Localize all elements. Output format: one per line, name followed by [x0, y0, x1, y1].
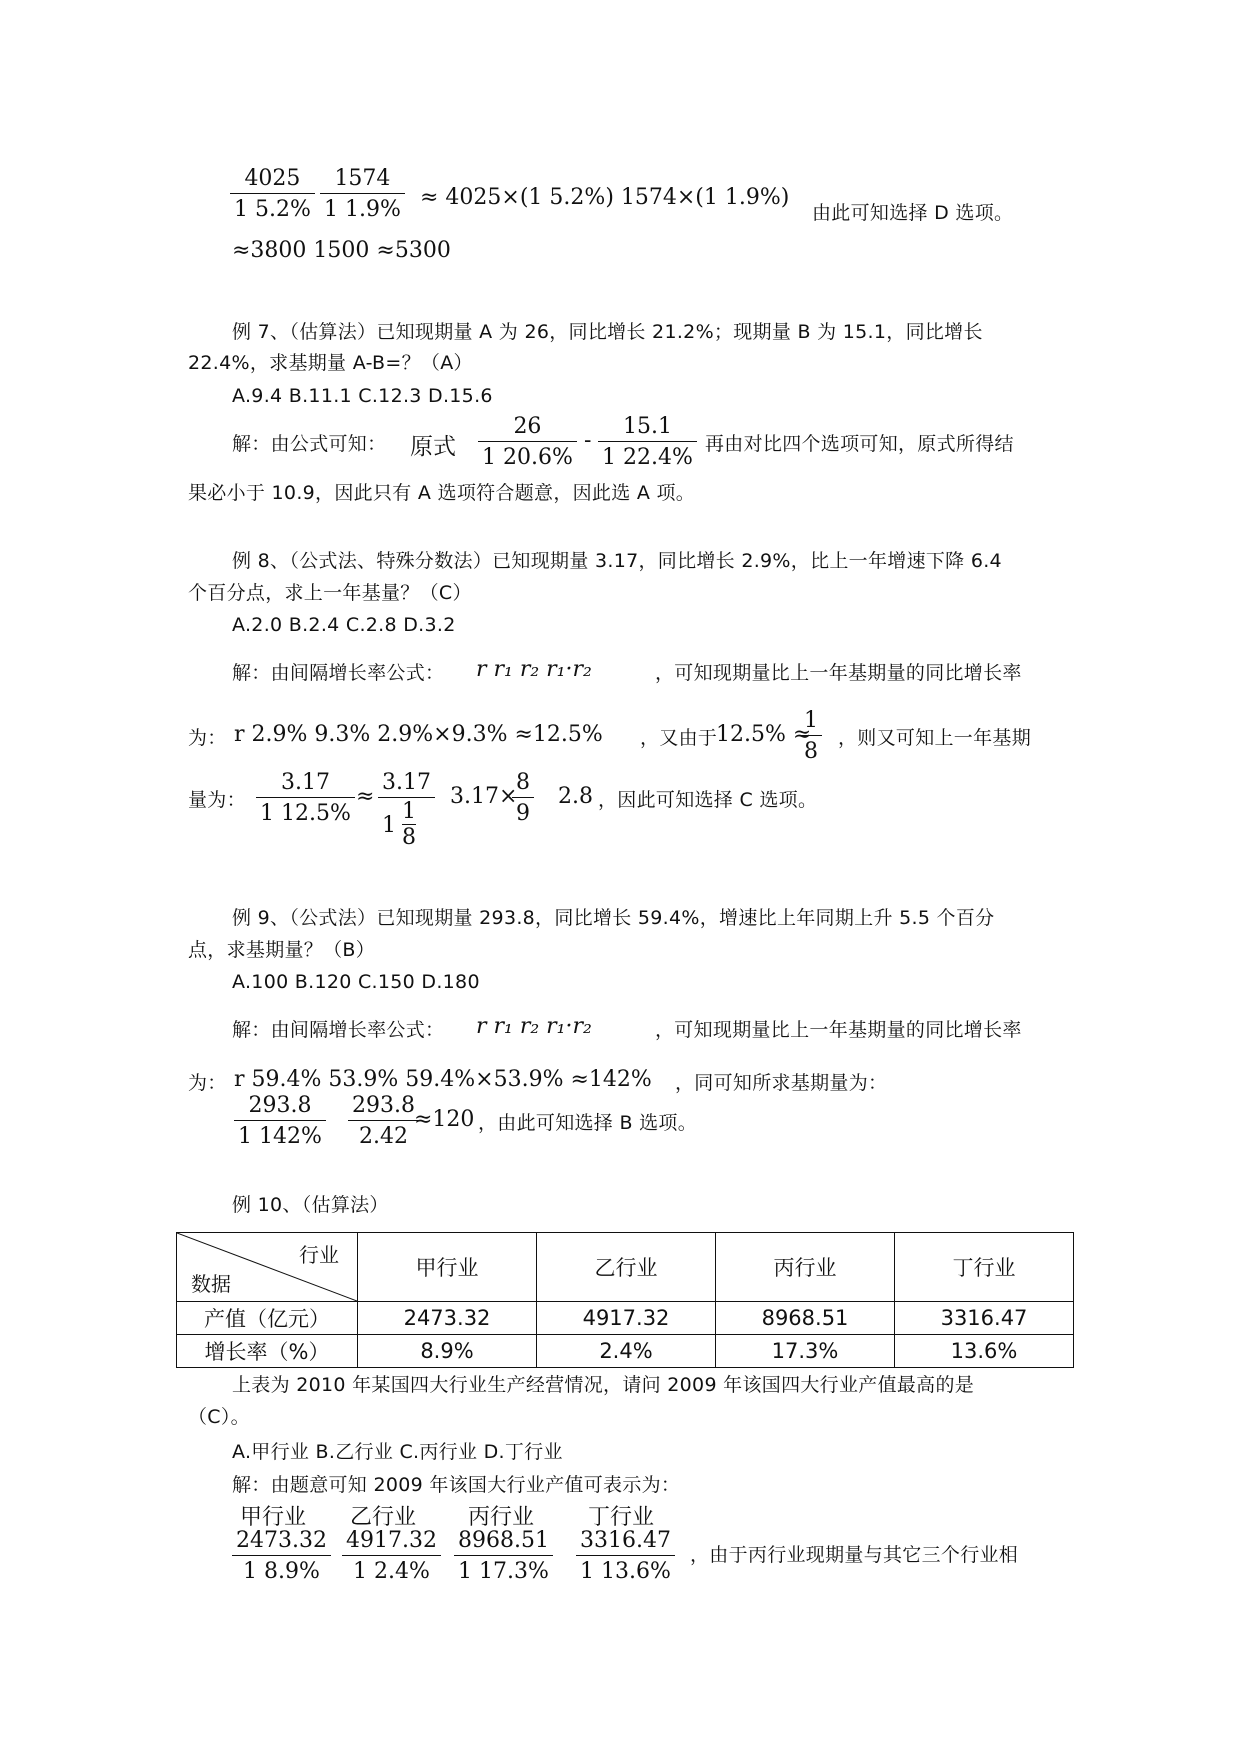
numerator: 1574 — [334, 166, 391, 191]
numerator: 15.1 — [622, 414, 672, 439]
ex8-line3-suffix: ，因此可知选择 C 选项。 — [598, 789, 818, 811]
table-cell: 13.6% — [895, 1335, 1074, 1368]
ex10-title: 例 10、（估算法） — [232, 1194, 389, 1216]
table-row — [177, 1335, 1074, 1368]
ex8-fraction-3 — [256, 769, 355, 828]
denominator: 1 8.9% — [232, 1555, 331, 1586]
denominator: 2.42 — [348, 1120, 419, 1151]
denominator: 1 142% — [234, 1120, 326, 1151]
denominator: 1 1.9% — [320, 193, 405, 224]
ex9-line2-prefix: 为： — [188, 1072, 227, 1094]
numerator: 26 — [513, 414, 542, 439]
fraction-label: 丙行业 — [468, 1505, 535, 1530]
ex7-solution-line2: 果必小于 10.9，因此只有 A 选项符合题意，因此选 A 项。 — [188, 482, 696, 504]
top-expression-2: ≈3800 1500 ≈5300 — [232, 238, 451, 263]
ex10-fraction — [232, 1527, 331, 1586]
ex10-fraction — [576, 1527, 675, 1586]
ex9-line3-value: ≈120 — [414, 1107, 475, 1132]
ex9-fraction-2 — [348, 1092, 419, 1151]
nested-fraction — [402, 800, 416, 851]
numerator: 8968.51 — [458, 1528, 549, 1553]
ex10-solution-line: 解：由题意可知 2009 年该国大行业产值可表示为： — [232, 1474, 681, 1496]
ex8-line3-expression: 3.17× — [450, 784, 518, 809]
corner-label-top: 行业 — [299, 1243, 339, 1267]
ex8-line2-prefix: 为： — [188, 727, 227, 749]
ex9-solution-suffix: ，可知现期量比上一年基期量的同比增长率 — [655, 1019, 1022, 1041]
ex7-options: A.9.4 B.11.1 C.12.3 D.15.6 — [232, 385, 493, 407]
ex7-title-line2: 22.4%，求基期量 A-B=？（A） — [188, 352, 473, 374]
ex8-line2-expression-2: 12.5% ≈ — [716, 722, 812, 747]
ex8-line3-prefix: 量为： — [188, 789, 246, 811]
ex8-solution-prefix: 解：由间隔增长率公式： — [232, 662, 445, 684]
ex7-expr-label: 原式 — [410, 434, 456, 460]
fraction-eight-ninths — [512, 769, 534, 828]
ex10-options: A.甲行业 B.乙行业 C.丙行业 D.丁行业 — [232, 1441, 563, 1463]
numerator: 3.17 — [382, 770, 431, 795]
ex8-title-line2: 个百分点，求上一年基量？（C） — [188, 582, 472, 604]
table-row-label: 产值（亿元） — [177, 1302, 358, 1335]
denominator: 1 13.6% — [576, 1555, 675, 1586]
denominator: 1 2.4% — [342, 1555, 441, 1586]
ex8-solution-suffix: ，可知现期量比上一年基期量的同比增长率 — [655, 662, 1022, 684]
ex7-title-line1: 例 7、（估算法）已知现期量 A 为 26，同比增长 21.2%；现期量 B 为 15.1，同比增长 — [232, 321, 983, 343]
ex8-title-line1: 例 8、（公式法、特殊分数法）已知现期量 3.17，同比增长 2.9%，比上一年增速下降 6.4 — [232, 550, 1002, 572]
ex10-solution-suffix: ，由于丙行业现期量与其它三个行业相 — [690, 1544, 1019, 1566]
ex8-line3-value: 2.8 — [558, 784, 593, 809]
top-fraction-2 — [320, 165, 405, 224]
table-cell: 8968.51 — [716, 1302, 895, 1335]
denominator: 1 17.3% — [454, 1555, 553, 1586]
denominator: 9 — [512, 797, 534, 828]
denominator: 1 12.5% — [256, 797, 355, 828]
table-header-cell: 丙行业 — [716, 1233, 895, 1302]
table-cell: 17.3% — [716, 1335, 895, 1368]
top-conclusion: 由此可知选择 D 选项。 — [812, 202, 1014, 224]
ex7-solution-suffix: 再由对比四个选项可知，原式所得结 — [705, 433, 1014, 455]
denominator: 1 22.4% — [598, 441, 697, 472]
fraction-label: 甲行业 — [240, 1505, 307, 1530]
table-header-cell: 乙行业 — [537, 1233, 716, 1302]
ex9-title-line2: 点，求基期量？（B） — [188, 939, 376, 961]
denominator: 8 — [402, 825, 416, 850]
ex8-line2-expression: r 2.9% 9.3% 2.9%×9.3% ≈12.5% — [234, 722, 603, 747]
ex8-fraction-4 — [378, 769, 435, 851]
numerator: 1 — [804, 708, 818, 733]
ex9-options: A.100 B.120 C.150 D.180 — [232, 971, 480, 993]
ex9-line2-expression: r 59.4% 53.9% 59.4%×53.9% ≈142% — [234, 1067, 652, 1092]
table-cell: 8.9% — [358, 1335, 537, 1368]
approx-sign: ≈ — [356, 784, 375, 809]
ex10-fraction — [342, 1527, 441, 1586]
numerator: 3.17 — [280, 770, 330, 795]
ex8-options: A.2.0 B.2.4 C.2.8 D.3.2 — [232, 614, 456, 636]
table-corner-cell — [177, 1233, 358, 1302]
denominator: 8 — [800, 735, 822, 766]
numerator: 4025 — [244, 166, 301, 191]
numerator: 8 — [516, 770, 530, 795]
numerator: 3316.47 — [580, 1528, 671, 1553]
top-fraction-1 — [230, 165, 315, 224]
ex9-formula: r r₁ r₂ r₁·r₂ — [476, 1014, 592, 1039]
ex9-line3-suffix: ，由此可知选择 B 选项。 — [478, 1112, 698, 1134]
ex8-formula: r r₁ r₂ r₁·r₂ — [476, 657, 592, 682]
ex7-fraction-1 — [478, 413, 577, 472]
ex10-question-line1: 上表为 2010 年某国四大行业生产经营情况，请问 2009 年该国四大行业产值最高的是 — [232, 1374, 975, 1396]
denominator: 1 5.2% — [230, 193, 315, 224]
denominator-one: 1 — [382, 812, 396, 838]
ex9-line2-suffix: ，同可知所求基期量为： — [675, 1072, 888, 1094]
ex8-line2-suffix: ，则又可知上一年基期 — [838, 727, 1032, 749]
table-cell: 2.4% — [537, 1335, 716, 1368]
table-cell: 4917.32 — [537, 1302, 716, 1335]
numerator: 4917.32 — [346, 1528, 437, 1553]
table-header-row — [177, 1233, 1074, 1302]
ex10-fraction — [454, 1527, 553, 1586]
table-header-cell: 甲行业 — [358, 1233, 537, 1302]
industry-data-table — [176, 1232, 1074, 1368]
ex9-title-line1: 例 9、（公式法）已知现期量 293.8，同比增长 59.4%，增速比上年同期上升 5.5 个百分 — [232, 907, 995, 929]
ex7-solution-prefix: 解：由公式可知： — [232, 433, 387, 455]
numerator: 293.8 — [248, 1093, 312, 1118]
numerator: 1 — [402, 799, 416, 824]
corner-label-bottom: 数据 — [191, 1272, 231, 1296]
ex7-fraction-2 — [598, 413, 697, 472]
fraction-label: 丁行业 — [588, 1505, 655, 1530]
minus-sign: - — [584, 428, 592, 453]
table-cell: 3316.47 — [895, 1302, 1074, 1335]
ex10-question-line2: （C）。 — [188, 1406, 250, 1428]
table-row-label: 增长率（%） — [177, 1335, 358, 1368]
table-cell: 2473.32 — [358, 1302, 537, 1335]
denominator: 1 20.6% — [478, 441, 577, 472]
top-expression: ≈ 4025×(1 5.2%) 1574×(1 1.9%) — [420, 185, 790, 210]
table-row — [177, 1302, 1074, 1335]
ex9-fraction-1 — [234, 1092, 326, 1151]
fraction-one-eighth — [800, 707, 822, 766]
denominator — [378, 797, 435, 851]
ex8-line2-mid: ，又由于 — [640, 727, 718, 749]
fraction-label: 乙行业 — [350, 1505, 417, 1530]
table-header-cell: 丁行业 — [895, 1233, 1074, 1302]
ex9-solution-prefix: 解：由间隔增长率公式： — [232, 1019, 445, 1041]
numerator: 293.8 — [352, 1093, 415, 1118]
numerator: 2473.32 — [236, 1528, 327, 1553]
